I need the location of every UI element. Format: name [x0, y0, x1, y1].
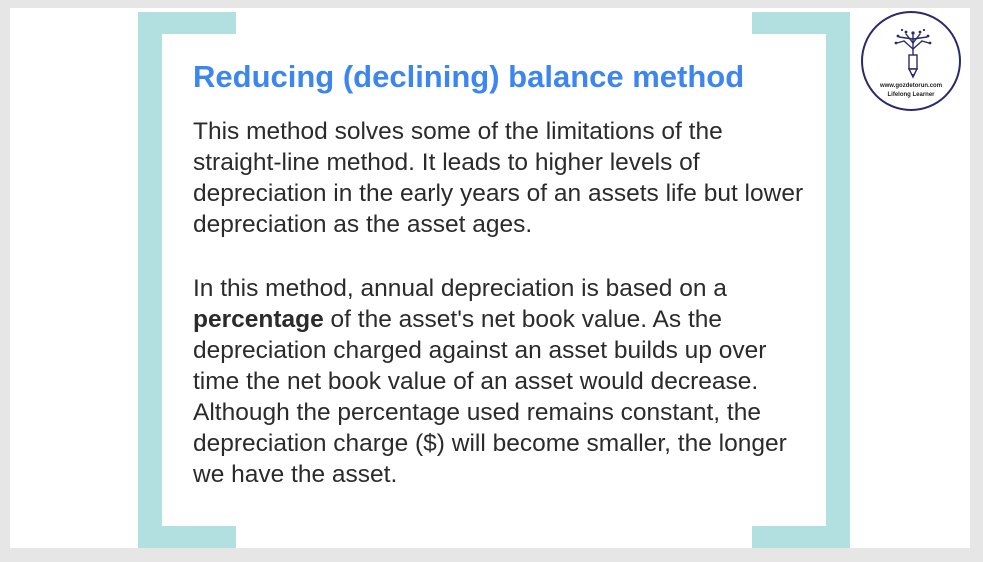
pencil-tree-icon [893, 27, 933, 79]
paragraph-1: This method solves some of the limitations of the straight-line method. It leads to higher levels of depreciation in the early years of an assets life but lower depreciation as the asset ages. [193, 118, 804, 238]
paragraph-2-start: In this method, annual depreciation is based on a [193, 275, 727, 302]
frame-left-bar [138, 12, 162, 548]
logo-tagline: Lifelong Learner [887, 92, 935, 98]
frame-right-bar [826, 12, 850, 548]
logo-badge [861, 11, 961, 111]
frame-left-bottom [138, 526, 236, 548]
paragraph-2-bold: percentage [193, 306, 324, 333]
frame-right-top [752, 12, 850, 34]
frame-left-top [138, 12, 236, 34]
logo-url: www.gozdetorun.com [879, 83, 943, 89]
slide-content [193, 58, 818, 490]
paragraph-2-end: of the asset's net book value. As the depreciation charged against an asset builds up over time the net book value of an asset would decrease. Although the percentage used remains constant, the depreciation charge ($) will become smaller, the longer we have the asset. [193, 306, 787, 488]
slide [10, 8, 970, 548]
paragraph-2 [193, 273, 818, 490]
slide-title: Reducing (declining) balance method [193, 59, 745, 94]
frame-right-bottom [752, 526, 850, 548]
